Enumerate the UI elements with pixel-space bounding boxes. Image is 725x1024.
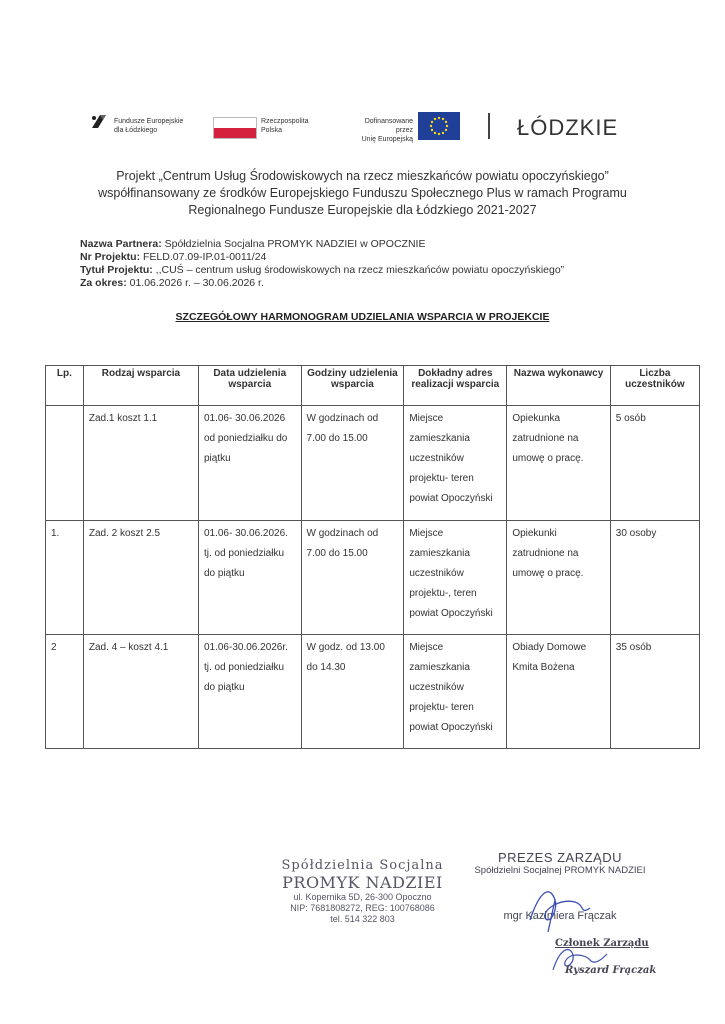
table-row bbox=[46, 406, 700, 521]
stamp-line3: ul. Kopernika 5D, 26-300 Opoczno bbox=[293, 892, 432, 902]
cell-lp: 1. bbox=[46, 521, 84, 635]
cell-adres: Miejsce zamieszkania uczestników projektu- teren powiat Opoczyński bbox=[404, 635, 507, 749]
period-row bbox=[80, 277, 564, 290]
member-title: Członek Zarządu bbox=[555, 938, 649, 949]
cell-lp: 2 bbox=[46, 635, 84, 749]
cell-liczba: 30 osoby bbox=[610, 521, 699, 635]
project-number-value: FELD.07.09-IP.01-0011/24 bbox=[143, 251, 267, 263]
lodzkie-logo: ŁÓDZKIE bbox=[517, 115, 619, 140]
cell-rodzaj: Zad. 4 – koszt 4.1 bbox=[83, 635, 198, 749]
rp-logo-line1: Rzeczpospolita bbox=[261, 118, 309, 125]
project-line1: Projekt „Centrum Usług Środowiskowych na rzecz mieszkańców powiatu opoczyńskiego” bbox=[116, 169, 609, 183]
header-liczba: Liczba uczestników bbox=[610, 366, 699, 406]
cell-data: 01.06-30.06.2026r. tj. od poniedziałku do piątku bbox=[198, 635, 301, 749]
header-data: Data udzielenia wsparcia bbox=[198, 366, 301, 406]
project-description bbox=[70, 168, 655, 219]
eu-logo-line1: Dofinansowane przez bbox=[364, 118, 413, 134]
partner-row bbox=[80, 238, 564, 251]
cell-rodzaj: Zad. 2 koszt 2.5 bbox=[83, 521, 198, 635]
president-title: PREZES ZARZĄDU bbox=[497, 850, 622, 865]
member-signature bbox=[545, 940, 615, 985]
cell-liczba: 5 osób bbox=[610, 406, 699, 521]
header-lp: Lp. bbox=[46, 366, 84, 406]
logo-separator bbox=[488, 113, 490, 139]
header-adres: Dokładny adres realizacji wsparcia bbox=[404, 366, 507, 406]
eu-logo-text bbox=[347, 117, 413, 144]
project-title-row bbox=[80, 264, 564, 277]
cell-adres: Miejsce zamieszkania uczestników projektu- teren powiat Opoczyński bbox=[404, 406, 507, 521]
schedule-heading: SZCZEGÓŁOWY HARMONOGRAM UDZIELANIA WSPARCIA W PROJEKCIE bbox=[175, 311, 550, 323]
rp-logo-line2: Polska bbox=[261, 127, 283, 134]
cell-rodzaj: Zad.1 koszt 1.1 bbox=[83, 406, 198, 521]
project-line3: Regionalnego Fundusze Europejskie dla Łódzkiego 2021-2027 bbox=[188, 203, 537, 217]
stamp-line4: NIP: 7681808272, REG: 100768086 bbox=[290, 903, 435, 913]
table-header-row bbox=[46, 366, 700, 406]
president-org: Spółdzielni Socjalnej PROMYK NADZIEI bbox=[474, 865, 646, 876]
project-number-label: Nr Projektu: bbox=[80, 251, 141, 263]
schedule-table bbox=[45, 365, 700, 749]
cell-godziny: W godzinach od 7.00 do 15.00 bbox=[301, 521, 404, 635]
cell-godziny: W godzinach od 7.00 do 15.00 bbox=[301, 406, 404, 521]
cell-lp bbox=[46, 406, 84, 521]
eu-flag-icon bbox=[418, 112, 460, 140]
president-signature bbox=[520, 880, 610, 940]
fe-logo-line2: dla Łódzkiego bbox=[114, 127, 158, 134]
cell-liczba: 35 osób bbox=[610, 635, 699, 749]
rp-logo-text bbox=[261, 117, 308, 135]
cell-data: 01.06- 30.06.2026 od poniedziałku do piątku bbox=[198, 406, 301, 521]
stamp-line5: tel. 514 322 803 bbox=[330, 914, 395, 924]
project-line2: współfinansowany ze środków Europejskiego Funduszu Społecznego Plus w ramach Programu bbox=[98, 186, 627, 200]
project-title-value: ,,CUŚ – centrum usług środowiskowych na rzecz mieszkańców powiatu opoczyńskiego” bbox=[155, 264, 565, 276]
project-meta bbox=[80, 238, 564, 290]
cell-wykonawca: Obiady Domowe Kmita Bożena bbox=[507, 635, 610, 749]
fe-logo-line1: Fundusze Europejskie bbox=[114, 118, 184, 125]
cell-wykonawca: Opiekunki zatrudnione na umowę o pracę. bbox=[507, 521, 610, 635]
header-wykonawca: Nazwa wykonawcy bbox=[507, 366, 610, 406]
president-name: mgr Kazimiera Frączak bbox=[503, 910, 617, 922]
organization-stamp bbox=[265, 858, 460, 925]
fe-logo-icon bbox=[88, 112, 110, 132]
stamp-line2: PROMYK NADZIEI bbox=[282, 873, 443, 892]
table-row bbox=[46, 521, 700, 635]
period-value: 01.06.2026 r. – 30.06.2026 r. bbox=[129, 277, 264, 289]
cell-godziny: W godz. od 13.00 do 14.30 bbox=[301, 635, 404, 749]
header-godziny: Godziny udzielenia wsparcia bbox=[301, 366, 404, 406]
partner-label: Nazwa Partnera: bbox=[80, 238, 162, 250]
partner-value: Spółdzielnia Socjalna PROMYK NADZIEI w OPOCZNIE bbox=[164, 238, 426, 250]
project-title-label: Tytuł Projektu: bbox=[80, 264, 153, 276]
header-rodzaj: Rodzaj wsparcia bbox=[83, 366, 198, 406]
period-label: Za okres: bbox=[80, 277, 127, 289]
member-name: Ryszard Frączak bbox=[565, 965, 657, 976]
poland-flag-icon bbox=[213, 117, 257, 139]
stamp-line1: Spółdzielnia Socjalna bbox=[281, 858, 444, 873]
table-row bbox=[46, 635, 700, 749]
eu-logo-line2: Unię Europejską bbox=[361, 136, 413, 143]
project-number-row bbox=[80, 251, 564, 264]
cell-adres: Miejsce zamieszkania uczestników projektu-, teren powiat Opoczyński bbox=[404, 521, 507, 635]
cell-wykonawca: Opiekunka zatrudnione na umowę o pracę. bbox=[507, 406, 610, 521]
cell-data: 01.06- 30.06.2026. tj. od poniedziałku do piątku bbox=[198, 521, 301, 635]
fe-logo-text bbox=[114, 117, 183, 135]
